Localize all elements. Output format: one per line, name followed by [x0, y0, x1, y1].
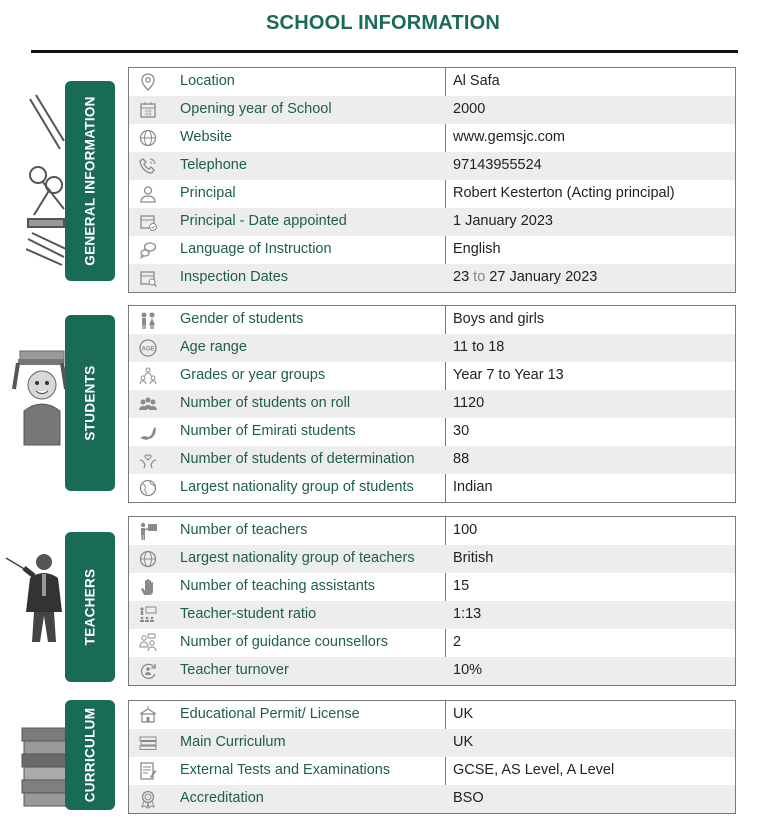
table-row — [129, 68, 735, 96]
table-row — [129, 124, 735, 152]
world-globe-icon — [137, 477, 159, 499]
table-row — [129, 208, 735, 236]
raised-hand-icon — [137, 576, 159, 598]
school-building-icon — [137, 704, 159, 726]
row-value: 10% — [453, 662, 483, 678]
calendar-check-icon — [137, 211, 159, 233]
teacher-illustration — [4, 548, 72, 644]
table-row — [129, 264, 735, 292]
curriculum-table — [128, 700, 736, 814]
calendar-search-icon — [137, 267, 159, 289]
row-value: GCSE, AS Level, A Level — [453, 762, 615, 778]
row-label: Accreditation — [180, 790, 264, 806]
table-row — [129, 152, 735, 180]
row-label: Number of students of determination — [180, 451, 415, 467]
table-row — [129, 180, 735, 208]
table-row — [129, 517, 735, 545]
table-row — [129, 545, 735, 573]
table-row — [129, 701, 735, 729]
row-value: UK — [453, 734, 474, 750]
row-value: British — [453, 550, 494, 566]
calendar-icon — [137, 99, 159, 121]
row-label: Opening year of School — [180, 101, 332, 117]
people-group-icon — [137, 365, 159, 387]
row-value: UK — [453, 706, 474, 722]
helping-hands-icon — [137, 449, 159, 471]
speech-bubbles-icon — [137, 239, 159, 261]
table-row — [129, 474, 735, 502]
phone-icon — [137, 155, 159, 177]
table-row — [129, 729, 735, 757]
row-value: 100 — [453, 522, 478, 538]
globe-icon — [137, 127, 159, 149]
row-value: Indian — [453, 479, 493, 495]
teachers-table — [128, 516, 736, 686]
uae-map-icon — [137, 421, 159, 443]
row-label: Largest nationality group of teachers — [180, 550, 415, 566]
row-label: Teacher turnover — [180, 662, 289, 678]
row-value: 23 to 27 January 2023 — [453, 269, 598, 285]
row-label: External Tests and Examinations — [180, 762, 391, 778]
row-label: Number of Emirati students — [180, 423, 356, 439]
row-value: 1 January 2023 — [453, 213, 553, 229]
table-row — [129, 306, 735, 334]
section-label-teachers: TEACHERS — [65, 532, 115, 682]
row-label: Age range — [180, 339, 247, 355]
book-stack-icon — [137, 732, 159, 754]
row-value: 97143955524 — [453, 157, 542, 173]
boy-girl-icon — [137, 309, 159, 331]
exam-paper-icon — [137, 760, 159, 782]
website-link[interactable]: www.gemsjc.com — [453, 129, 565, 145]
row-value: 1:13 — [453, 606, 482, 622]
crowd-icon — [137, 393, 159, 415]
award-ribbon-icon — [137, 788, 159, 810]
row-value: 30 — [453, 423, 470, 439]
age-badge-icon — [137, 337, 159, 359]
table-row — [129, 418, 735, 446]
row-label: Gender of students — [180, 311, 304, 327]
row-label: Largest nationality group of students — [180, 479, 414, 495]
row-label: Principal - Date appointed — [180, 213, 347, 229]
table-row — [129, 362, 735, 390]
row-label: Number of teachers — [180, 522, 308, 538]
table-row — [129, 390, 735, 418]
teacher-board-icon — [137, 520, 159, 542]
title-divider — [31, 50, 738, 53]
section-label-students: STUDENTS — [65, 315, 115, 491]
table-row — [129, 446, 735, 474]
row-label: Teacher-student ratio — [180, 606, 317, 622]
row-value: Robert Kesterton (Acting principal) — [453, 185, 675, 201]
row-value: 15 — [453, 578, 470, 594]
table-row — [129, 236, 735, 264]
row-label: Number of teaching assistants — [180, 578, 376, 594]
turnover-icon — [137, 660, 159, 682]
person-icon — [137, 183, 159, 205]
table-row — [129, 657, 735, 685]
section-label-curriculum: CURRICULUM — [65, 700, 115, 810]
page-title: SCHOOL INFORMATION — [266, 12, 500, 34]
row-value: English — [453, 241, 501, 257]
row-value: Year 7 to Year 13 — [453, 367, 564, 383]
general-information-table — [128, 67, 736, 293]
row-label: Inspection Dates — [180, 269, 289, 285]
row-label: Grades or year groups — [180, 367, 326, 383]
row-label: Educational Permit/ License — [180, 706, 360, 722]
svg-text:AGE: AGE — [141, 346, 155, 353]
globe-icon — [137, 548, 159, 570]
row-label: Number of guidance counsellors — [180, 634, 388, 650]
table-row — [129, 601, 735, 629]
table-row — [129, 629, 735, 657]
row-label: Telephone — [180, 157, 247, 173]
section-label-general-information: GENERAL INFORMATION — [65, 81, 115, 281]
row-label: Main Curriculum — [180, 734, 286, 750]
location-pin-icon — [137, 71, 159, 93]
table-row — [129, 757, 735, 785]
row-value: Boys and girls — [453, 311, 545, 327]
counsellor-icon — [137, 632, 159, 654]
table-row — [129, 573, 735, 601]
row-label: Website — [180, 129, 233, 145]
table-row — [129, 334, 735, 362]
row-value: BSO — [453, 790, 484, 806]
table-row — [129, 785, 735, 813]
row-value: 11 to 18 — [453, 339, 505, 355]
classroom-icon — [137, 604, 159, 626]
row-value: 1120 — [453, 395, 485, 411]
row-value: 88 — [453, 451, 470, 467]
row-label: Language of Instruction — [180, 241, 332, 257]
row-label: Location — [180, 73, 235, 89]
row-value: Al Safa — [453, 73, 500, 89]
table-row — [129, 96, 735, 124]
row-value: 2000 — [453, 101, 486, 117]
row-label: Principal — [180, 185, 236, 201]
row-label: Number of students on roll — [180, 395, 351, 411]
students-table — [128, 305, 736, 503]
row-value: 2 — [453, 634, 462, 650]
